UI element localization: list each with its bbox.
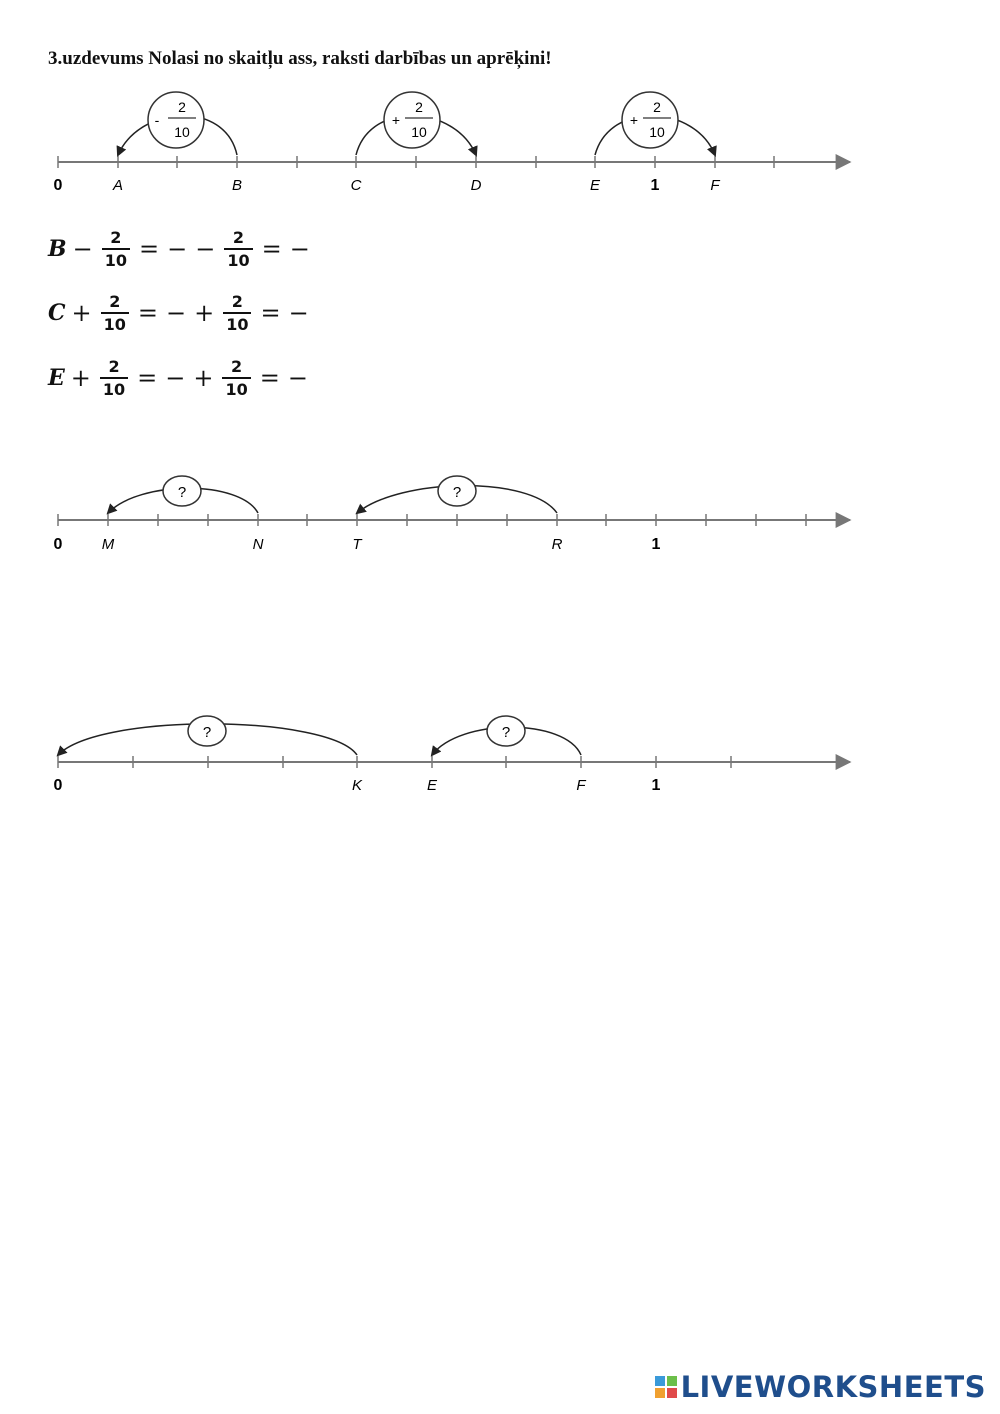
- eq-operator: −: [72, 235, 93, 263]
- logo-blocks-icon: [655, 1376, 677, 1398]
- label-zero: 0: [53, 177, 63, 194]
- answer-blank[interactable]: −: [167, 235, 188, 263]
- answer-blank[interactable]: −: [288, 299, 309, 327]
- task-title: 3.uzdevums Nolasi no skaitļu ass, raksti darbības un aprēķini!: [48, 48, 552, 69]
- eq-equals: =: [138, 235, 160, 263]
- label-c: C: [350, 177, 362, 194]
- svg-text:?: ?: [177, 484, 187, 501]
- jump-den: 10: [411, 124, 427, 140]
- label-k: K: [351, 777, 363, 794]
- jump-badge-1: [148, 92, 204, 148]
- eq-fraction: $\frac{2}{10}$: [222, 357, 250, 399]
- eq-equals: =: [137, 299, 158, 327]
- eq-operator: +: [193, 364, 214, 392]
- logo-block: [667, 1388, 677, 1398]
- eq-equals: =: [260, 299, 281, 327]
- eq-variable: C: [48, 300, 66, 326]
- question-badge-2: [438, 476, 476, 506]
- jump-num: 2: [178, 99, 186, 115]
- number-line-1: [0, 85, 1000, 200]
- eq-fraction: $\frac{2}{10}$: [102, 228, 130, 270]
- label-a: A: [112, 177, 124, 194]
- number-line-2: [0, 465, 1000, 560]
- jump-sign: -: [154, 112, 160, 128]
- logo-block: [655, 1388, 665, 1398]
- eq-equals: =: [261, 235, 282, 263]
- equation-b: [48, 224, 312, 274]
- label-zero: 0: [53, 536, 63, 553]
- label-zero: 0: [53, 777, 63, 794]
- label-one: 1: [650, 177, 660, 194]
- liveworksheets-logo: [655, 1370, 986, 1404]
- answer-blank[interactable]: −: [287, 364, 308, 392]
- question-badge-1: [188, 716, 226, 746]
- logo-block: [667, 1376, 677, 1386]
- svg-text:?: ?: [501, 724, 511, 741]
- label-e: E: [589, 177, 601, 194]
- question-badge-2: [487, 716, 525, 746]
- equation-c: [48, 288, 311, 338]
- eq-variable: E: [48, 365, 65, 391]
- jump-den: 10: [649, 124, 665, 140]
- equation-e: [48, 353, 310, 403]
- label-t: T: [352, 536, 362, 553]
- number-line-3: [0, 705, 1000, 800]
- label-n: N: [252, 536, 264, 553]
- jump-sign: +: [391, 112, 401, 128]
- eq-operator: +: [194, 299, 215, 327]
- logo-block: [655, 1376, 665, 1386]
- eq-fraction: $\frac{2}{10}$: [101, 292, 129, 334]
- jump-den: 10: [174, 124, 190, 140]
- logo-text: LIVEWORKSHEETS: [680, 1370, 986, 1404]
- answer-blank[interactable]: −: [289, 235, 310, 263]
- jump-sign: +: [629, 112, 639, 128]
- answer-blank[interactable]: −: [166, 299, 187, 327]
- svg-text:?: ?: [452, 484, 462, 501]
- jump-badge-3: [622, 92, 678, 148]
- label-f: F: [576, 777, 586, 794]
- eq-operator: +: [71, 299, 92, 327]
- svg-text:?: ?: [202, 724, 212, 741]
- jump-badge-2: [384, 92, 440, 148]
- eq-operator: +: [70, 364, 91, 392]
- label-r: R: [551, 536, 563, 553]
- eq-operator: −: [195, 235, 216, 263]
- answer-blank[interactable]: −: [165, 364, 186, 392]
- label-e: E: [426, 777, 438, 794]
- eq-variable: B: [48, 236, 67, 262]
- question-badge-1: [163, 476, 201, 506]
- label-m: M: [101, 536, 115, 553]
- eq-equals: =: [137, 364, 158, 392]
- label-d: D: [470, 177, 482, 194]
- jump-num: 2: [415, 99, 423, 115]
- eq-fraction: $\frac{2}{10}$: [223, 292, 251, 334]
- label-f: F: [710, 177, 720, 194]
- label-one: 1: [651, 777, 661, 794]
- label-b: B: [231, 177, 243, 194]
- eq-fraction: $\frac{2}{10}$: [224, 228, 252, 270]
- eq-fraction: $\frac{2}{10}$: [100, 357, 128, 399]
- eq-equals: =: [259, 364, 280, 392]
- label-one: 1: [651, 536, 661, 553]
- jump-num: 2: [653, 99, 661, 115]
